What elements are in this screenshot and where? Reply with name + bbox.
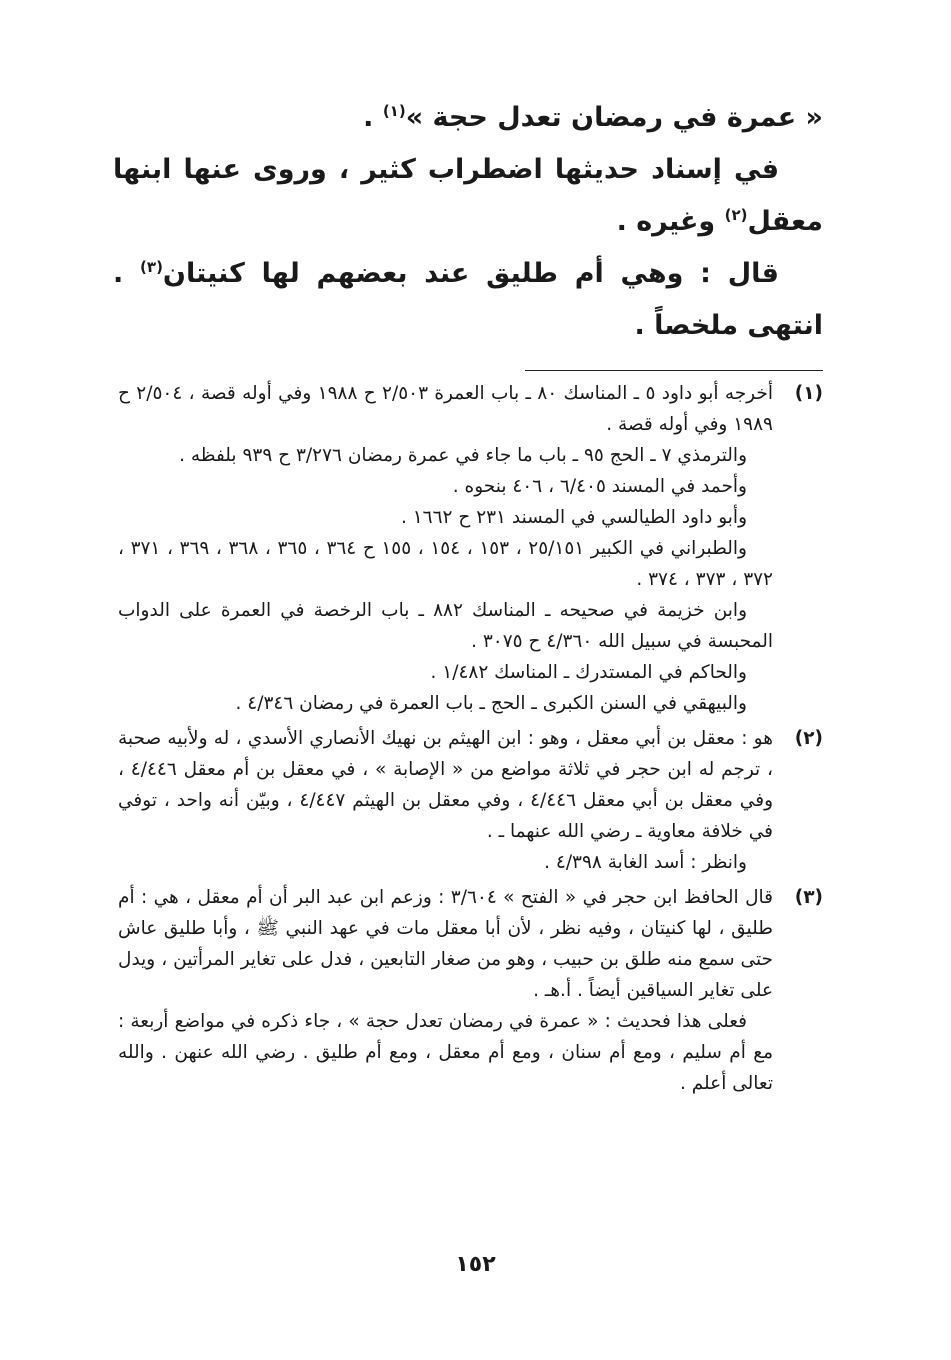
footnote-2 [118, 723, 823, 878]
main-line-1 [113, 92, 823, 144]
main-paragraph-3 [113, 248, 823, 352]
footnote-text: وانظر : أسد الغابة ٤/٣٩٨ . [544, 852, 747, 873]
paragraph-end: وغيره . [616, 206, 725, 237]
footnote-text: وأحمد في المسند ٦/٤٠٥ ، ٤٠٦ بنحوه . [452, 476, 747, 497]
footnote-body [118, 378, 773, 719]
footnote-text: قال الحافظ ابن حجر في « الفتح » ٣/٦٠٤ : وزعم ابن عبد البر أن أم معقل ، هي : أم طليق ، لها كنيتان ، وفيه نظر ، لأن أبا معقل مات في عهد النبي ﷺ ، وأبا طليق عاش حتى سمع منه طلق بن حبيب ، وهو من صغار التابعين ، فدل على تغاير المرأتين ، ويدل على تغاير السياقين أيضاً . أ.هـ . [118, 887, 773, 1001]
footnote-ref-1[interactable]: (١) [382, 102, 406, 120]
quoted-hadith: « عمرة في رمضان تعدل حجة » [405, 102, 823, 133]
main-paragraph-2 [113, 144, 823, 248]
footnote-text: أخرجه أبو داود ٥ ـ المناسك ٨٠ ـ باب العمرة ٢/٥٠٣ ح ١٩٨٨ وفي أوله قصة ، ٢/٥٠٤ ح ١٩٨٩ وفي أوله قصة . [118, 383, 773, 435]
footnotes [118, 378, 823, 1103]
footnote-body [118, 882, 773, 1099]
footnote-text: وأبو داود الطيالسي في المسند ٢٣١ ح ١٦٦٢ . [400, 507, 747, 528]
footnote-number: (١) [794, 383, 823, 404]
footnote-body [118, 723, 773, 878]
footnote-number: (٣) [794, 887, 823, 908]
paragraph-text: قال : وهي أم طليق عند بعضهم لها كنيتان [162, 258, 779, 289]
main-text [113, 92, 823, 352]
footnote-text: هو : معقل بن أبي معقل ، وهو : ابن الهيثم بن نهيك الأنصاري الأسدي ، له ولأبيه صحبة ، ترجم له ابن حجر في ثلاثة مواضع من « الإصابة » ، في معقل بن أم معقل ٤/٤٤٦ ، وفي معقل بن أبي معقل ٤/٤٤٦ ، وفي معقل بن الهيثم ٤/٤٤٧ ، وبيّن أنه واحد ، توفي في خلافة معاوية ـ رضي الله عنهما ـ . [118, 728, 774, 842]
footnote-text: والترمذي ٧ ـ الحج ٩٥ ـ باب ما جاء في عمرة رمضان ٣/٢٧٦ ح ٩٣٩ بلفظه . [179, 445, 747, 466]
footnote-ref-2[interactable]: (٢) [724, 206, 748, 224]
footnote-text: وابن خزيمة في صحيحه ـ المناسك ٨٨٢ ـ باب الرخصة في العمرة على الدواب المحبسة في سبيل الله ٤/٣٦٠ ح ٣٠٧٥ . [118, 600, 773, 652]
footnote-1 [118, 378, 823, 719]
footnote-text: والبيهقي في السنن الكبرى ـ الحج ـ باب العمرة في رمضان ٤/٣٤٦ . [235, 693, 747, 714]
footnote-ref-3[interactable]: (٣) [140, 258, 163, 276]
paragraph-end: . انتهى ملخصاً . [113, 258, 823, 341]
footnote-separator [525, 370, 823, 371]
footnote-text: والطبراني في الكبير ٢٥/١٥١ ، ١٥٣ ، ١٥٤ ، ١٥٥ ح ٣٦٤ ، ٣٦٥ ، ٣٦٨ ، ٣٦٩ ، ٣٧١ ، ٣٧٢ ، ٣٧٣ ، ٣٧٤ . [118, 538, 773, 590]
page-number: ١٥٢ [455, 1252, 496, 1277]
footnote-number: (٢) [794, 728, 823, 749]
footnote-text: والحاكم في المستدرك ـ المناسك ١/٤٨٢ . [430, 662, 747, 683]
footnote-3 [118, 882, 823, 1099]
line-end: . [363, 102, 383, 133]
paragraph-text: في إسناد حديثها اضطراب كثير ، وروى عنها ابنها معقل [113, 154, 823, 237]
footnote-text: فعلى هذا فحديث : « عمرة في رمضان تعدل حجة » ، جاء ذكره في مواضع أربعة : مع أم سليم ، ومع أم سنان ، ومع أم معقل ، ومع أم طليق . رضي الله عنهن . والله تعالى أعلم . [118, 1011, 773, 1094]
